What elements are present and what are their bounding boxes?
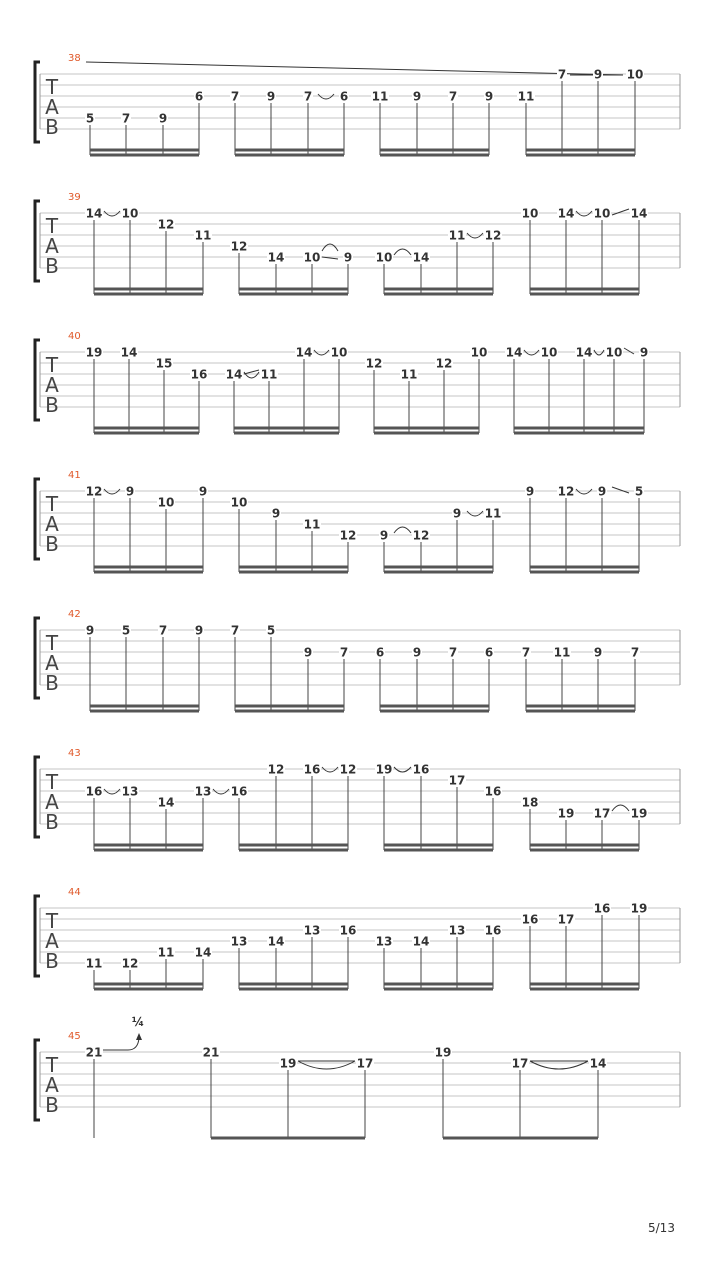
- tab-clef-letter: A: [45, 1073, 59, 1097]
- fret-number: 10: [121, 206, 139, 221]
- tab-clef-letter: A: [45, 651, 59, 675]
- tab-system-43: [35, 748, 680, 850]
- tab-clef-letter: T: [45, 214, 59, 238]
- fret-number: 14: [505, 345, 523, 360]
- fret-number: 9: [484, 89, 494, 104]
- fret-number: 13: [194, 784, 212, 799]
- fret-number: 13: [230, 934, 248, 949]
- tie-slur: [612, 487, 629, 493]
- measure-number: 42: [68, 609, 81, 620]
- tab-clef-letter: B: [45, 810, 59, 834]
- fret-number: 13: [303, 923, 321, 938]
- tab-clef-letter: A: [45, 929, 59, 953]
- measure-number: 41: [68, 470, 81, 481]
- bend-amount: ¼: [131, 1015, 145, 1029]
- measure-number: 38: [68, 53, 81, 64]
- fret-number: 16: [230, 784, 248, 799]
- fret-number: 19: [375, 762, 393, 777]
- fret-number: 6: [339, 89, 349, 104]
- fret-number: 16: [303, 762, 321, 777]
- fret-number: 12: [484, 228, 502, 243]
- fret-number: 10: [303, 250, 321, 265]
- fret-number: 5: [266, 623, 276, 638]
- fret-number: 11: [85, 956, 103, 971]
- fret-number: 9: [593, 67, 603, 82]
- fret-number: 14: [630, 206, 648, 221]
- fret-number: 19: [630, 901, 648, 916]
- fret-number: 7: [158, 623, 168, 638]
- fret-number: 14: [575, 345, 593, 360]
- fret-number: 9: [266, 89, 276, 104]
- fret-number: 9: [271, 506, 281, 521]
- tab-system-45: [35, 1015, 680, 1138]
- tab-system-39: [35, 192, 680, 294]
- fret-number: 11: [157, 945, 175, 960]
- page-number: 5/13: [648, 1221, 675, 1235]
- fret-number: 6: [484, 645, 494, 660]
- fret-number: 12: [267, 762, 285, 777]
- tab-clef-letter: A: [45, 95, 59, 119]
- tab-system-41: [35, 470, 680, 572]
- tab-clef-letter: B: [45, 671, 59, 695]
- fret-number: 13: [121, 784, 139, 799]
- measure-number: 39: [68, 192, 81, 203]
- fret-number: 14: [412, 250, 430, 265]
- tab-clef-letter: A: [45, 790, 59, 814]
- tab-clef-letter: T: [45, 770, 59, 794]
- fret-number: 12: [557, 484, 575, 499]
- fret-number: 14: [295, 345, 313, 360]
- tab-clef-letter: B: [45, 1093, 59, 1117]
- fret-number: 13: [448, 923, 466, 938]
- fret-number: 9: [452, 506, 462, 521]
- slide-line: [86, 62, 623, 75]
- fret-number: 9: [412, 645, 422, 660]
- fret-number: 12: [230, 239, 248, 254]
- fret-number: 16: [484, 784, 502, 799]
- system-bracket: [35, 618, 40, 698]
- fret-number: 10: [521, 206, 539, 221]
- tab-system-38: [35, 53, 680, 155]
- fret-number: 17: [511, 1056, 529, 1071]
- tab-system-40: [35, 331, 680, 433]
- fret-number: 12: [412, 528, 430, 543]
- fret-number: 16: [339, 923, 357, 938]
- fret-number: 7: [339, 645, 349, 660]
- fret-number: 7: [630, 645, 640, 660]
- fret-number: 7: [448, 89, 458, 104]
- fret-number: 10: [605, 345, 623, 360]
- tab-clef-letter: B: [45, 949, 59, 973]
- fret-number: 9: [639, 345, 649, 360]
- fret-number: 13: [375, 934, 393, 949]
- fret-number: 11: [260, 367, 278, 382]
- fret-number: 19: [630, 806, 648, 821]
- system-bracket: [35, 340, 40, 420]
- bend-arrow-icon: [136, 1033, 142, 1040]
- fret-number: 10: [375, 250, 393, 265]
- fret-number: 6: [194, 89, 204, 104]
- fret-number: 7: [230, 89, 240, 104]
- fret-number: 9: [412, 89, 422, 104]
- fret-number: 17: [448, 773, 466, 788]
- fret-number: 7: [121, 111, 131, 126]
- fret-number: 7: [557, 67, 567, 82]
- tab-clef-letter: B: [45, 254, 59, 278]
- measure-number: 43: [68, 748, 81, 759]
- fret-number: 9: [597, 484, 607, 499]
- fret-number: 11: [448, 228, 466, 243]
- fret-number: 7: [448, 645, 458, 660]
- tab-system-44: [35, 887, 680, 989]
- tab-clef-letter: A: [45, 234, 59, 258]
- system-bracket: [35, 1040, 40, 1120]
- fret-number: 11: [400, 367, 418, 382]
- tab-clef-letter: A: [45, 512, 59, 536]
- tab-system-42: [35, 609, 680, 711]
- fret-number: 14: [557, 206, 575, 221]
- measure-number: 44: [68, 887, 81, 898]
- tab-clef-letter: T: [45, 492, 59, 516]
- fret-number: 19: [279, 1056, 297, 1071]
- tie-slur: [612, 209, 629, 215]
- fret-number: 7: [521, 645, 531, 660]
- fret-number: 11: [194, 228, 212, 243]
- tie-slur: [624, 348, 634, 354]
- fret-number: 14: [589, 1056, 607, 1071]
- fret-number: 5: [121, 623, 131, 638]
- system-bracket: [35, 896, 40, 976]
- fret-number: 12: [339, 528, 357, 543]
- fret-number: 16: [484, 923, 502, 938]
- fret-number: 12: [339, 762, 357, 777]
- fret-number: 12: [85, 484, 103, 499]
- system-bracket: [35, 479, 40, 559]
- measure-number: 40: [68, 331, 81, 342]
- fret-number: 15: [155, 356, 173, 371]
- fret-number: 21: [85, 1045, 103, 1060]
- fret-number: 9: [158, 111, 168, 126]
- tab-clef-letter: T: [45, 353, 59, 377]
- fret-number: 11: [553, 645, 571, 660]
- fret-number: 21: [202, 1045, 220, 1060]
- fret-number: 5: [634, 484, 644, 499]
- fret-number: 10: [593, 206, 611, 221]
- fret-number: 10: [626, 67, 644, 82]
- fret-number: 12: [365, 356, 383, 371]
- bend-curve: [102, 1038, 139, 1050]
- fret-number: 16: [85, 784, 103, 799]
- fret-number: 14: [412, 934, 430, 949]
- fret-number: 16: [190, 367, 208, 382]
- fret-number: 18: [521, 795, 539, 810]
- tab-clef-letter: T: [45, 75, 59, 99]
- fret-number: 10: [230, 495, 248, 510]
- system-bracket: [35, 62, 40, 142]
- fret-number: 19: [434, 1045, 452, 1060]
- fret-number: 16: [521, 912, 539, 927]
- tab-clef-letter: A: [45, 373, 59, 397]
- fret-number: 14: [267, 934, 285, 949]
- fret-number: 14: [225, 367, 243, 382]
- tab-clef-letter: B: [45, 532, 59, 556]
- fret-number: 11: [371, 89, 389, 104]
- fret-number: 9: [198, 484, 208, 499]
- fret-number: 7: [303, 89, 313, 104]
- fret-number: 14: [157, 795, 175, 810]
- fret-number: 12: [157, 217, 175, 232]
- fret-number: 9: [85, 623, 95, 638]
- fret-number: 17: [557, 912, 575, 927]
- fret-number: 16: [593, 901, 611, 916]
- fret-number: 9: [379, 528, 389, 543]
- fret-number: 17: [593, 806, 611, 821]
- fret-number: 14: [194, 945, 212, 960]
- tie-slur: [394, 249, 411, 255]
- fret-number: 10: [330, 345, 348, 360]
- fret-number: 14: [120, 345, 138, 360]
- system-bracket: [35, 757, 40, 837]
- fret-number: 10: [470, 345, 488, 360]
- tie-slur: [394, 527, 411, 533]
- fret-number: 12: [435, 356, 453, 371]
- tie-slur: [612, 805, 629, 811]
- fret-number: 11: [517, 89, 535, 104]
- fret-number: 10: [157, 495, 175, 510]
- fret-number: 9: [525, 484, 535, 499]
- fret-number: 9: [194, 623, 204, 638]
- tab-clef-letter: T: [45, 1053, 59, 1077]
- fret-number: 7: [230, 623, 240, 638]
- fret-number: 9: [343, 250, 353, 265]
- tie-slur: [298, 1061, 355, 1069]
- fret-number: 6: [375, 645, 385, 660]
- fret-number: 19: [85, 345, 103, 360]
- fret-number: 14: [85, 206, 103, 221]
- measure-number: 45: [68, 1031, 81, 1042]
- fret-number: 11: [303, 517, 321, 532]
- system-bracket: [35, 201, 40, 281]
- tie-slur: [530, 1061, 588, 1069]
- fret-number: 17: [356, 1056, 374, 1071]
- fret-number: 14: [267, 250, 285, 265]
- tab-clef-letter: B: [45, 115, 59, 139]
- fret-number: 9: [125, 484, 135, 499]
- tab-clef-letter: T: [45, 909, 59, 933]
- fret-number: 11: [484, 506, 502, 521]
- tab-clef-letter: T: [45, 631, 59, 655]
- fret-number: 9: [303, 645, 313, 660]
- fret-number: 9: [593, 645, 603, 660]
- tab-clef-letter: B: [45, 393, 59, 417]
- fret-number: 12: [121, 956, 139, 971]
- fret-number: 10: [540, 345, 558, 360]
- fret-number: 5: [85, 111, 95, 126]
- fret-number: 16: [412, 762, 430, 777]
- fret-number: 19: [557, 806, 575, 821]
